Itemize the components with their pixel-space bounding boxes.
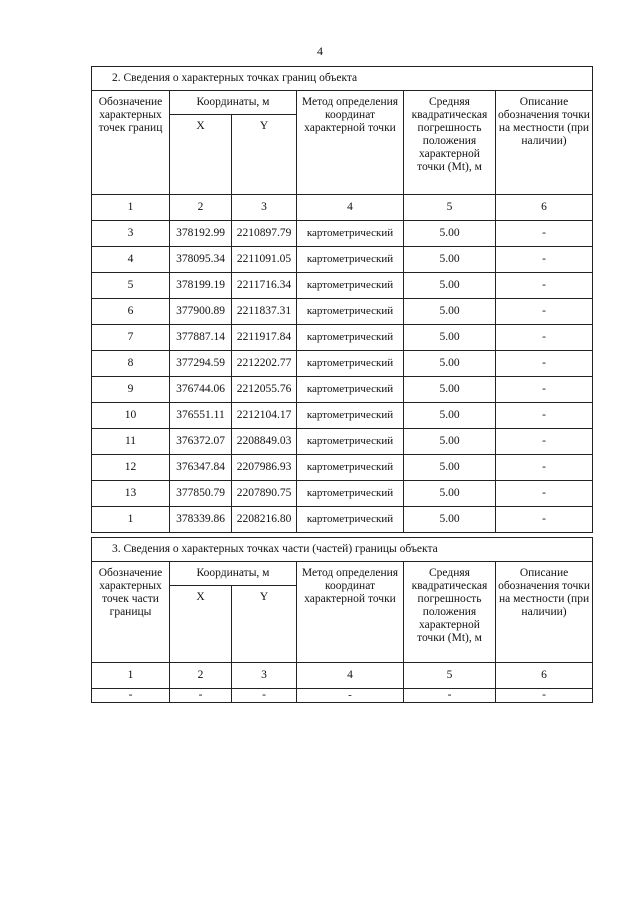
column-number: 2 <box>170 663 232 689</box>
cell-method: - <box>297 689 404 703</box>
cell-method: картометрический <box>297 455 404 481</box>
table-row <box>92 273 593 299</box>
cell-method: картометрический <box>297 273 404 299</box>
cell-point: 1 <box>92 507 170 533</box>
cell-error: 5.00 <box>404 507 496 533</box>
cell-error: 5.00 <box>404 403 496 429</box>
table-row <box>92 325 593 351</box>
cell-method: картометрический <box>297 507 404 533</box>
header-y: Y <box>232 586 297 663</box>
cell-description: - <box>496 377 593 403</box>
cell-x: 377900.89 <box>170 299 232 325</box>
cell-error: 5.00 <box>404 221 496 247</box>
cell-y: 2210897.79 <box>232 221 297 247</box>
cell-description: - <box>496 689 593 703</box>
table-row <box>92 377 593 403</box>
cell-method: картометрический <box>297 299 404 325</box>
column-number: 5 <box>404 663 496 689</box>
cell-y: 2211716.34 <box>232 273 297 299</box>
cell-x: 377887.14 <box>170 325 232 351</box>
cell-y: 2212055.76 <box>232 377 297 403</box>
cell-error: 5.00 <box>404 325 496 351</box>
cell-x: 378192.99 <box>170 221 232 247</box>
cell-description: - <box>496 351 593 377</box>
section3-title: 3. Сведения о характерных точках части (частей) границы объекта <box>92 538 593 562</box>
cell-error: 5.00 <box>404 481 496 507</box>
section2-table <box>91 66 593 533</box>
header-method: Метод определения координат характерной точки <box>297 91 404 195</box>
table-row <box>92 247 593 273</box>
header-y: Y <box>232 115 297 195</box>
cell-method: картометрический <box>297 221 404 247</box>
cell-x: 377850.79 <box>170 481 232 507</box>
cell-point: - <box>92 689 170 703</box>
section3-table <box>91 537 593 703</box>
cell-x: 377294.59 <box>170 351 232 377</box>
table-row <box>92 221 593 247</box>
header-description: Описание обозначения точки на местности (при наличии) <box>496 562 593 663</box>
table-row <box>92 351 593 377</box>
cell-y: 2208849.03 <box>232 429 297 455</box>
column-number: 5 <box>404 195 496 221</box>
cell-description: - <box>496 429 593 455</box>
cell-point: 4 <box>92 247 170 273</box>
cell-y: 2211091.05 <box>232 247 297 273</box>
column-number: 3 <box>232 195 297 221</box>
cell-error: 5.00 <box>404 429 496 455</box>
cell-description: - <box>496 403 593 429</box>
column-number: 4 <box>297 195 404 221</box>
cell-point: 12 <box>92 455 170 481</box>
cell-point: 6 <box>92 299 170 325</box>
cell-y: 2212104.17 <box>232 403 297 429</box>
cell-point: 7 <box>92 325 170 351</box>
header-error: Средняя квадратическая погрешность положения характерной точки (Mt), м <box>404 562 496 663</box>
cell-point: 10 <box>92 403 170 429</box>
cell-y: 2212202.77 <box>232 351 297 377</box>
cell-method: картометрический <box>297 481 404 507</box>
cell-y: 2211837.31 <box>232 299 297 325</box>
cell-x: 376347.84 <box>170 455 232 481</box>
cell-error: 5.00 <box>404 455 496 481</box>
header-designation: Обозначение характерных точек части границы <box>92 562 170 663</box>
cell-point: 13 <box>92 481 170 507</box>
header-coordinates: Координаты, м <box>170 91 297 115</box>
column-number: 6 <box>496 663 593 689</box>
cell-x: 376551.11 <box>170 403 232 429</box>
cell-x: - <box>170 689 232 703</box>
cell-y: 2207986.93 <box>232 455 297 481</box>
table-row <box>92 689 593 703</box>
column-number: 2 <box>170 195 232 221</box>
cell-x: 378199.19 <box>170 273 232 299</box>
cell-point: 9 <box>92 377 170 403</box>
cell-description: - <box>496 507 593 533</box>
header-error: Средняя квадратическая погрешность положения характерной точки (Mt), м <box>404 91 496 195</box>
cell-error: 5.00 <box>404 299 496 325</box>
section2-title: 2. Сведения о характерных точках границ объекта <box>92 67 593 91</box>
header-x: X <box>170 115 232 195</box>
header-coordinates: Координаты, м <box>170 562 297 586</box>
cell-error: 5.00 <box>404 273 496 299</box>
cell-method: картометрический <box>297 403 404 429</box>
cell-description: - <box>496 455 593 481</box>
table-row <box>92 481 593 507</box>
header-designation: Обозначение характерных точек границ <box>92 91 170 195</box>
cell-y: 2207890.75 <box>232 481 297 507</box>
cell-point: 5 <box>92 273 170 299</box>
column-number: 1 <box>92 195 170 221</box>
cell-method: картометрический <box>297 325 404 351</box>
column-number: 1 <box>92 663 170 689</box>
cell-description: - <box>496 481 593 507</box>
cell-x: 376372.07 <box>170 429 232 455</box>
cell-x: 378095.34 <box>170 247 232 273</box>
table-row <box>92 455 593 481</box>
column-number: 6 <box>496 195 593 221</box>
cell-y: 2211917.84 <box>232 325 297 351</box>
cell-description: - <box>496 221 593 247</box>
cell-x: 376744.06 <box>170 377 232 403</box>
cell-error: - <box>404 689 496 703</box>
cell-error: 5.00 <box>404 351 496 377</box>
page-number: 4 <box>317 44 323 58</box>
cell-method: картометрический <box>297 429 404 455</box>
cell-description: - <box>496 247 593 273</box>
cell-method: картометрический <box>297 351 404 377</box>
cell-error: 5.00 <box>404 247 496 273</box>
cell-point: 11 <box>92 429 170 455</box>
cell-description: - <box>496 325 593 351</box>
cell-x: 378339.86 <box>170 507 232 533</box>
cell-point: 3 <box>92 221 170 247</box>
column-numbers-row <box>92 663 593 689</box>
table-row <box>92 403 593 429</box>
header-description: Описание обозначения точки на местности (при наличии) <box>496 91 593 195</box>
cell-method: картометрический <box>297 377 404 403</box>
header-x: X <box>170 586 232 663</box>
cell-description: - <box>496 299 593 325</box>
cell-error: 5.00 <box>404 377 496 403</box>
cell-method: картометрический <box>297 247 404 273</box>
cell-description: - <box>496 273 593 299</box>
cell-point: 8 <box>92 351 170 377</box>
table-row <box>92 299 593 325</box>
table-row <box>92 507 593 533</box>
cell-y: 2208216.80 <box>232 507 297 533</box>
column-numbers-row <box>92 195 593 221</box>
column-number: 4 <box>297 663 404 689</box>
column-number: 3 <box>232 663 297 689</box>
cell-y: - <box>232 689 297 703</box>
header-method: Метод определения координат характерной точки <box>297 562 404 663</box>
table-row <box>92 429 593 455</box>
